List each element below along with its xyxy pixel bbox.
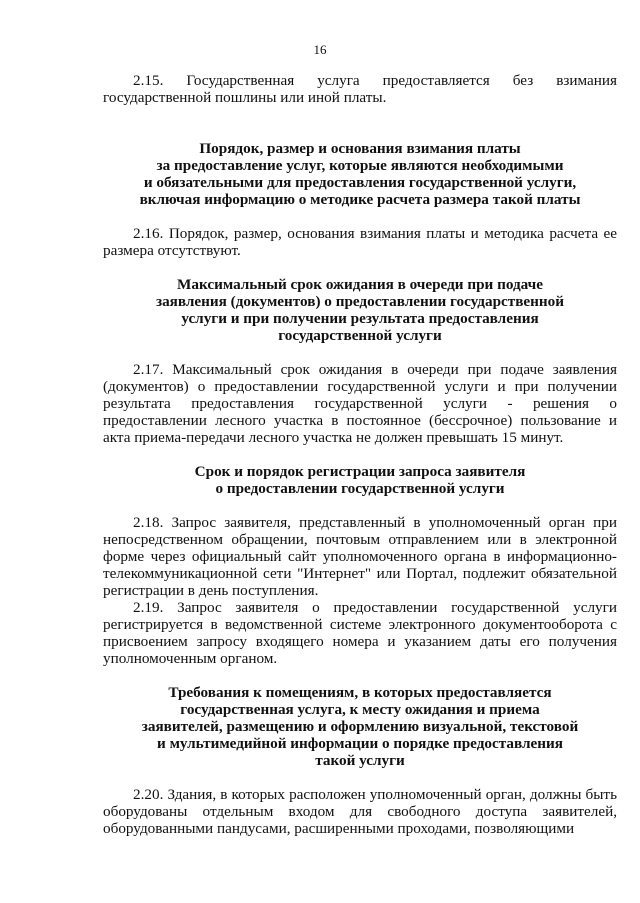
heading-line: за предоставление услуг, которые являются необходимыми <box>156 157 564 174</box>
paragraph-2-20: 2.20. Здания, в которых расположен уполномоченный орган, должны быть оборудованы отдельным входом для свободного доступа заявителей, оборудованными пандусами, расширенными проходами, позволяющими <box>103 786 617 837</box>
heading-line: о предоставлении государственной услуги <box>215 480 505 497</box>
heading-line: и обязательными для предоставления государственной услуги, <box>143 174 577 191</box>
heading-fee-procedure <box>103 140 617 208</box>
heading-line: такой услуги <box>315 752 405 769</box>
page-number: 16 <box>313 42 327 57</box>
document-body <box>103 72 617 837</box>
heading-registration <box>103 463 617 497</box>
heading-line: государственной услуги <box>278 327 442 344</box>
heading-line: услуги и при получении результата предоставления <box>181 310 539 327</box>
heading-waiting-time <box>103 276 617 344</box>
paragraph-2-15: 2.15. Государственная услуга предоставляется без взимания государственной пошлины или иной платы. <box>103 72 617 106</box>
heading-line: Срок и порядок регистрации запроса заявителя <box>194 463 526 480</box>
heading-line: государственная услуга, к месту ожидания и приема <box>180 701 540 718</box>
heading-line: Требования к помещениям, в которых предоставляется <box>168 684 552 701</box>
heading-line: заявителей, размещению и оформлению визуальной, текстовой <box>141 718 579 735</box>
heading-line: включая информацию о методике расчета размера такой платы <box>139 191 581 208</box>
heading-line: и мультимедийной информации о порядке предоставления <box>157 735 563 752</box>
paragraph-2-18: 2.18. Запрос заявителя, представленный в уполномоченный орган при непосредственном обращении, почтовым отправлением или в электронной форме через официальный сайт уполномоченного органа в информационно-телекоммуникационной сети "Интернет" или Портал, подлежит обязательной регистрации в день поступления. <box>103 514 617 599</box>
heading-line: Порядок, размер и основания взимания платы <box>199 140 521 157</box>
heading-line: Максимальный срок ожидания в очереди при подаче <box>177 276 543 293</box>
heading-premises <box>103 684 617 769</box>
paragraph-2-17: 2.17. Максимальный срок ожидания в очереди при подаче заявления (документов) о предоставлении государственной услуги и при получении результата предоставления государственной услуги - решения о предоставлении лесного участка в постоянное (бессрочное) пользование и акта приема-передачи лесного участка не должен превышать 15 минут. <box>103 361 617 446</box>
paragraph-2-16: 2.16. Порядок, размер, основания взимания платы и методика расчета ее размера отсутствуют. <box>103 225 617 259</box>
paragraph-2-19: 2.19. Запрос заявителя о предоставлении государственной услуги регистрируется в ведомственной системе электронного документооборота с присвоением запросу входящего номера и указанием даты его получения уполномоченным органом. <box>103 599 617 667</box>
heading-line: заявления (документов) о предоставлении государственной <box>155 293 565 310</box>
